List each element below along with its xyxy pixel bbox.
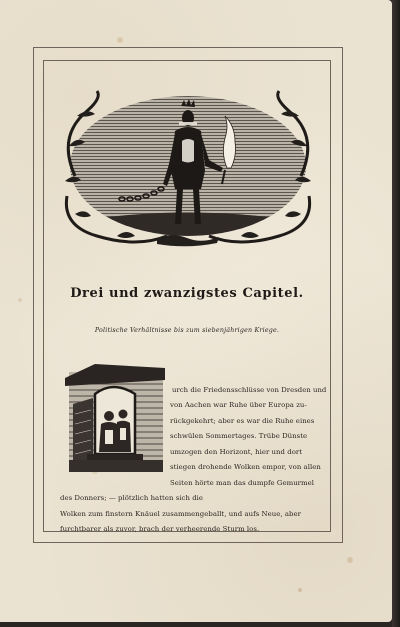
text-line: Wolken zum finstern Knäuel zusammengeballt, und aufs Neue, aber bbox=[60, 510, 301, 518]
text-line: Seiten hörte man das dumpfe Gemurmel bbox=[170, 479, 314, 487]
text-line: furchtbarer als zuvor, brach der verheerende Sturm los. bbox=[60, 525, 260, 533]
header-vignette-illustration bbox=[57, 86, 319, 250]
text-line: urch die Friedensschlüsse von Dresden und bbox=[172, 386, 327, 394]
text-line: umzogen den Horizont, hier und dort bbox=[170, 448, 303, 456]
book-spine-edge bbox=[392, 0, 400, 627]
text-line: rückgekehrt; aber es war die Ruhe eines bbox=[170, 417, 315, 425]
chapter-title: Drei und zwanzigstes Capitel. bbox=[70, 286, 304, 301]
text-line: stiegen drohende Wolken empor, von allen bbox=[170, 463, 321, 471]
initial-letter-illustration bbox=[65, 364, 166, 476]
chapter-subtitle: Politische Verhältnisse bis zum siebenjährigen Kriege. bbox=[94, 327, 280, 334]
text-line: schwülen Sommertages. Trübe Dünste bbox=[170, 432, 308, 440]
text-line: von Aachen war Ruhe über Europa zu- bbox=[170, 401, 307, 409]
text-line: des Donners; — plötzlich hatten sich die bbox=[60, 494, 204, 502]
